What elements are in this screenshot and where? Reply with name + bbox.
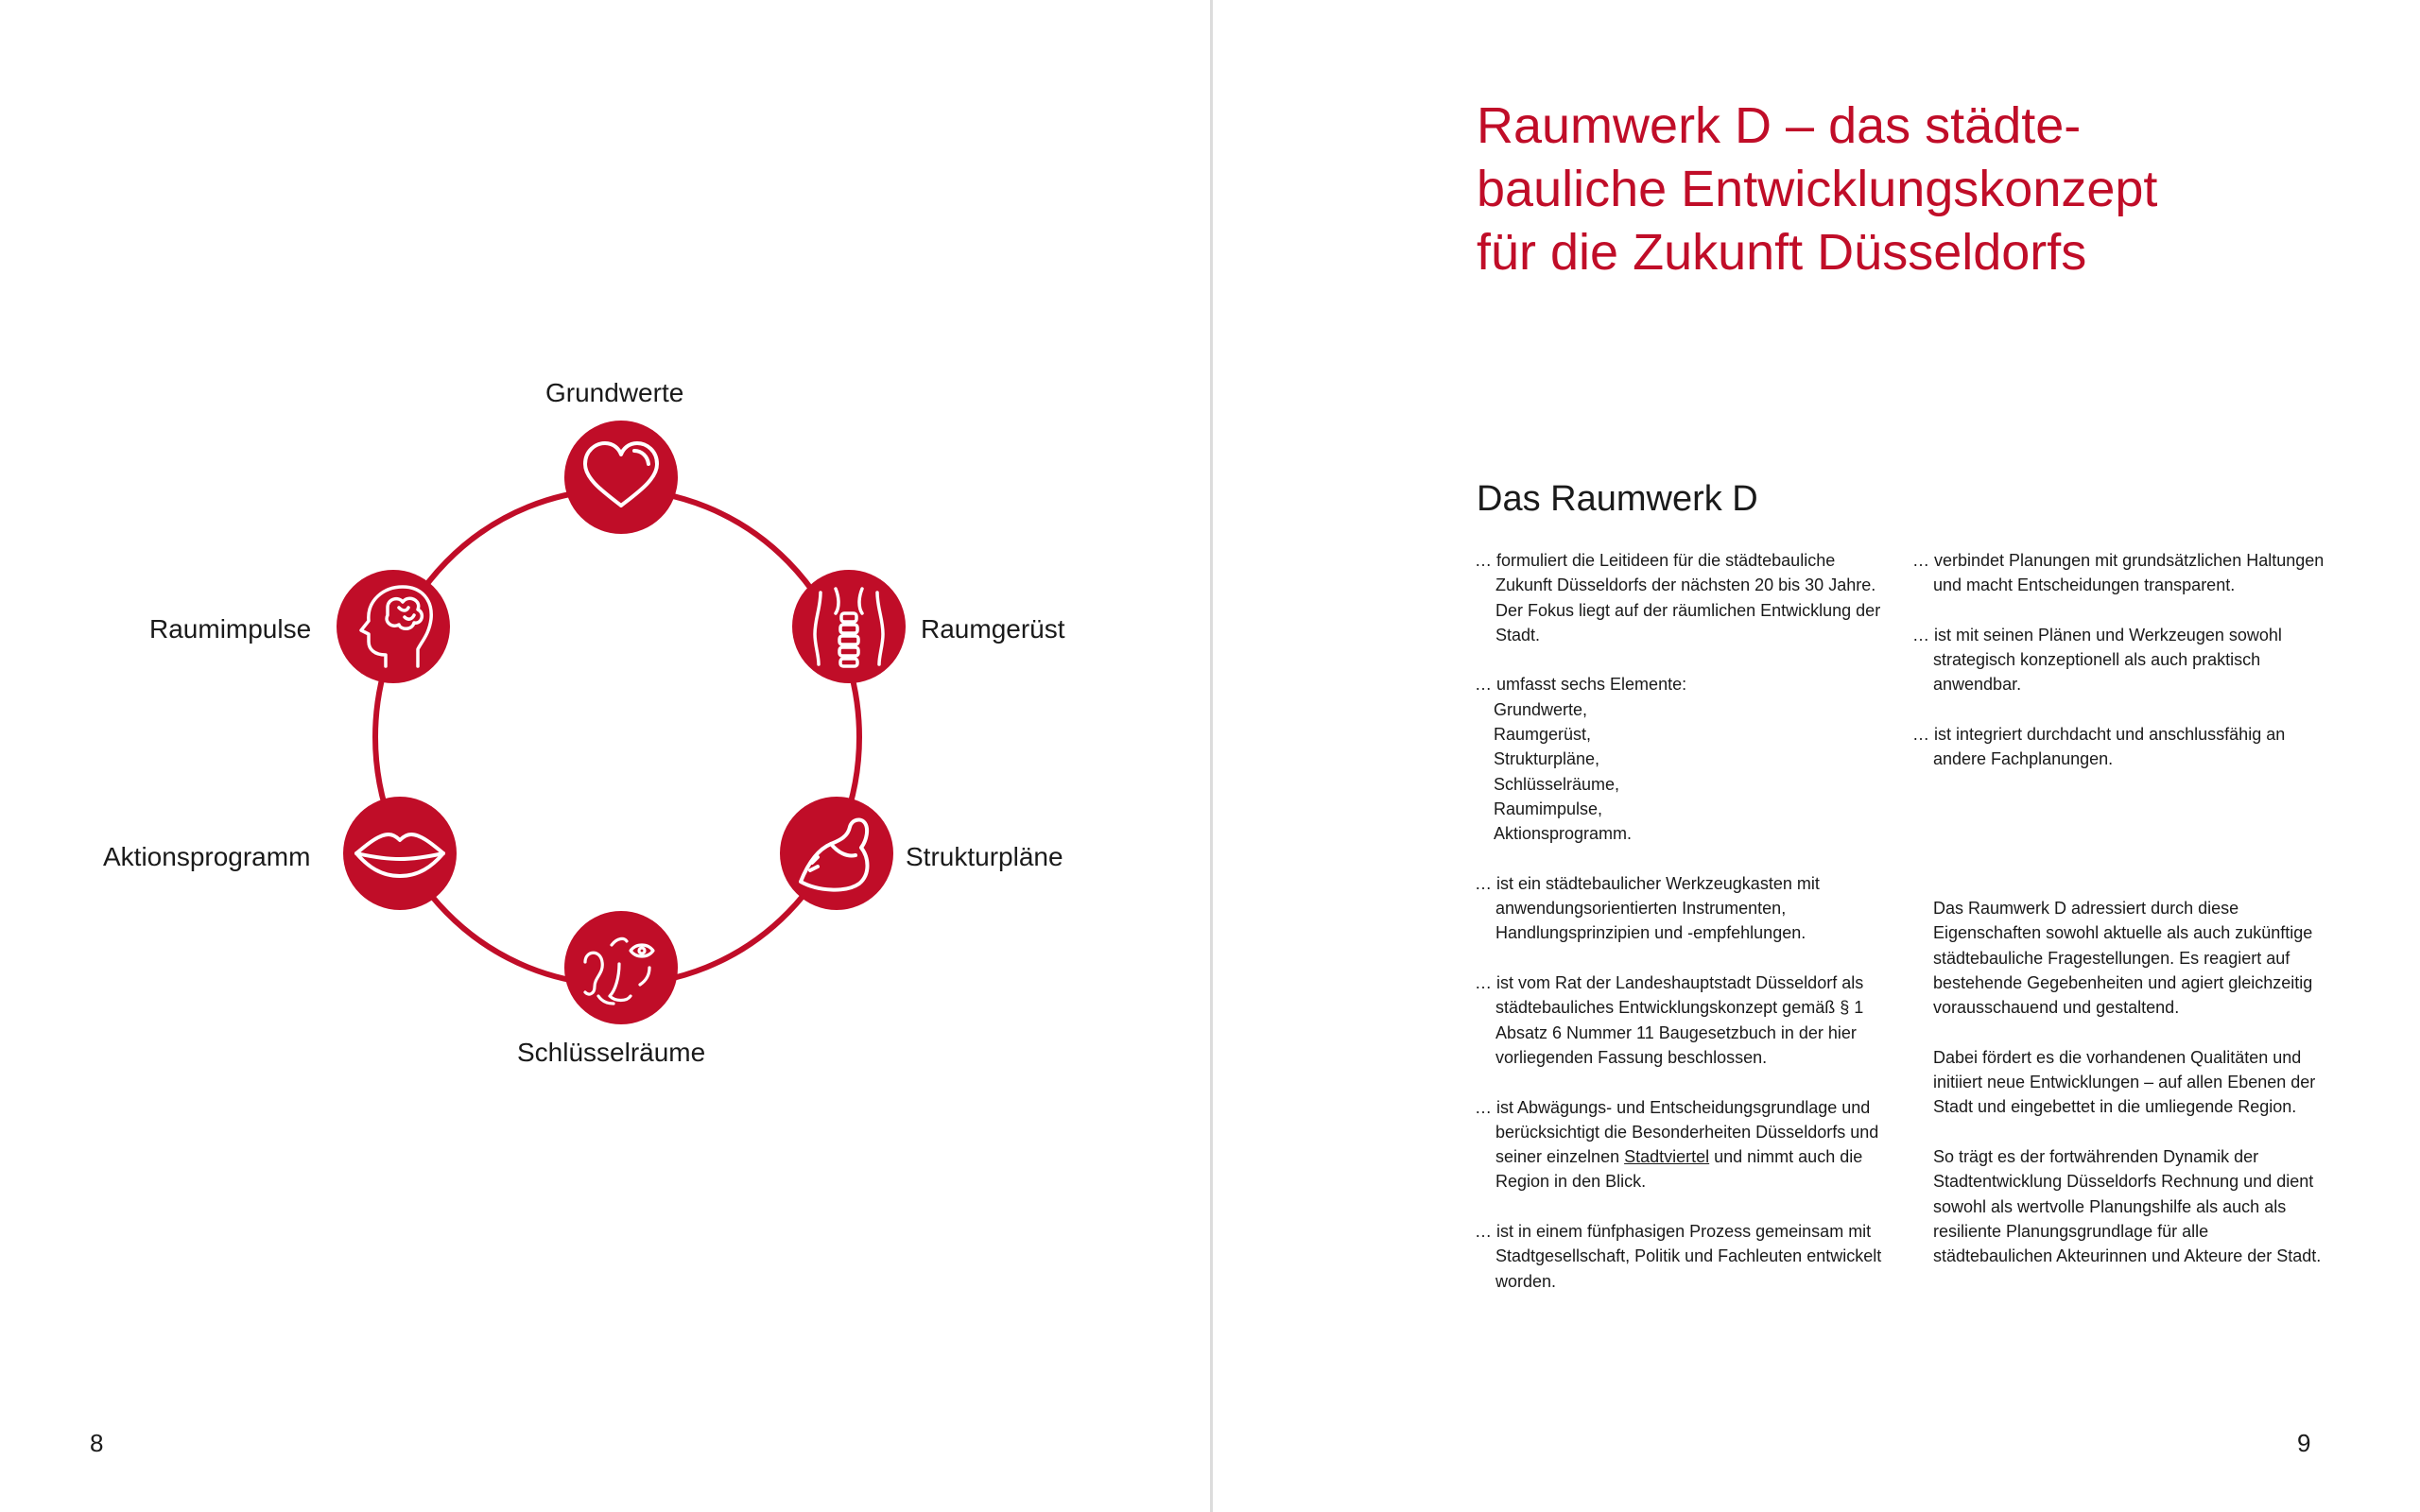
- node-raumimpulse: [337, 570, 450, 683]
- paragraph: So trägt es der fortwährenden Dynamik der Stadtentwicklung Düsseldorfs Rechnung und dient sowohl als wertvolle Planungshilfe als auch als resiliente Planungsgrundlage für alle städtebaulichen Akteurinnen und Akteure der Stadt.: [1933, 1146, 2322, 1266]
- paragraph: … verbindet Planungen mit grundsätzlichen Haltungen und macht Entscheidungen transparent.: [1912, 551, 2325, 595]
- page-number-right: 9: [2297, 1429, 2311, 1457]
- node-grundwerte: [564, 421, 678, 534]
- elements-list: [1475, 672, 1891, 846]
- headline-line: bauliche Entwicklungskonzept: [1477, 161, 2158, 217]
- label-schluesselraeume: Schlüsselräume: [517, 1038, 706, 1067]
- node-aktionsprogramm: [343, 797, 457, 910]
- list-item: Aktionsprogramm.: [1494, 824, 1633, 844]
- list-item: Raumimpulse,: [1494, 799, 1603, 818]
- stadtviertel-link[interactable]: Stadtviertel: [1624, 1147, 1710, 1167]
- headline-line: für die Zukunft Düsseldorfs: [1477, 224, 2087, 281]
- list-item: Schlüsselräume,: [1494, 774, 1620, 794]
- label-raumgeruest: Raumgerüst: [921, 614, 1065, 644]
- node-strukturplaene: [780, 797, 893, 910]
- paragraph: … formuliert die Leitideen für die städtebauliche Zukunft Düsseldorfs der nächsten 20 bis 30 Jahre. Der Fokus liegt auf der räumlichen Entwicklung der Stadt.: [1475, 551, 1881, 644]
- list-intro: … umfasst sechs Elemente:: [1475, 675, 1687, 695]
- headline-line: Raumwerk D – das städte-: [1477, 97, 2082, 154]
- label-aktionsprogramm: Aktionsprogramm: [103, 842, 311, 871]
- page-headline: [1477, 94, 2346, 284]
- label-raumimpulse: Raumimpulse: [149, 614, 312, 644]
- paragraph: … ist in einem fünfphasigen Prozess gemeinsam mit Stadtgesellschaft, Politik und Fachleuten entwickelt worden.: [1475, 1222, 1882, 1291]
- list-item: Grundwerte,: [1494, 699, 1588, 719]
- section-title: Das Raumwerk D: [1477, 479, 1758, 519]
- page-number-left: 8: [90, 1429, 104, 1457]
- paragraph: … ist vom Rat der Landeshauptstadt Düsseldorf als städtebauliches Entwicklungskonzept gemäß § 1 Absatz 6 Nummer 11 Baugesetzbuch in der hier vorliegenden Fassung beschlossen.: [1475, 973, 1864, 1067]
- page-gutter: [1210, 0, 1213, 1512]
- label-grundwerte: Grundwerte: [545, 378, 684, 407]
- node-schluesselraeume: [564, 911, 678, 1024]
- paragraph-text: … ist Abwägungs- und Entscheidungsgrundlage und berücksichtigt die Besonderheiten Düsseldorfs und seiner einzelnen: [1475, 1097, 1879, 1167]
- text-column-right: [1912, 548, 2328, 1294]
- node-raumgeruest: [792, 570, 906, 683]
- label-strukturplaene: Strukturpläne: [906, 842, 1063, 871]
- paragraph: [1475, 1095, 1891, 1194]
- paragraph: … ist ein städtebaulicher Werkzeugkasten mit anwendungsorientierten Instrumenten, Handlungsprinzipien und -empfehlungen.: [1475, 873, 1820, 943]
- list-item: Raumgerüst,: [1494, 725, 1592, 745]
- paragraph: Das Raumwerk D adressiert durch diese Eigenschaften sowohl aktuelle als auch zukünftige städtebauliche Fragestellungen. Es reagiert auf bestehende Gegebenheiten und agiert gleichzeitig vorausschauend und gestaltend.: [1933, 898, 2313, 1018]
- paragraph: … ist mit seinen Plänen und Werkzeugen sowohl strategisch konzeptionell als auch praktisch anwendbar.: [1912, 625, 2282, 695]
- paragraph-text: und nimmt auch die Region in den Blick.: [1495, 1147, 1863, 1192]
- paragraph: Dabei fördert es die vorhandenen Qualitäten und initiiert neue Entwicklungen – auf allen Ebenen der Stadt und eingebettet in die umliegende Region.: [1933, 1047, 2316, 1117]
- paragraph: … ist integriert durchdacht und anschlussfähig an andere Fachplanungen.: [1912, 725, 2286, 769]
- text-column-left: [1475, 548, 1891, 1318]
- list-item: Strukturpläne,: [1494, 749, 1600, 769]
- cycle-ring: [375, 490, 859, 985]
